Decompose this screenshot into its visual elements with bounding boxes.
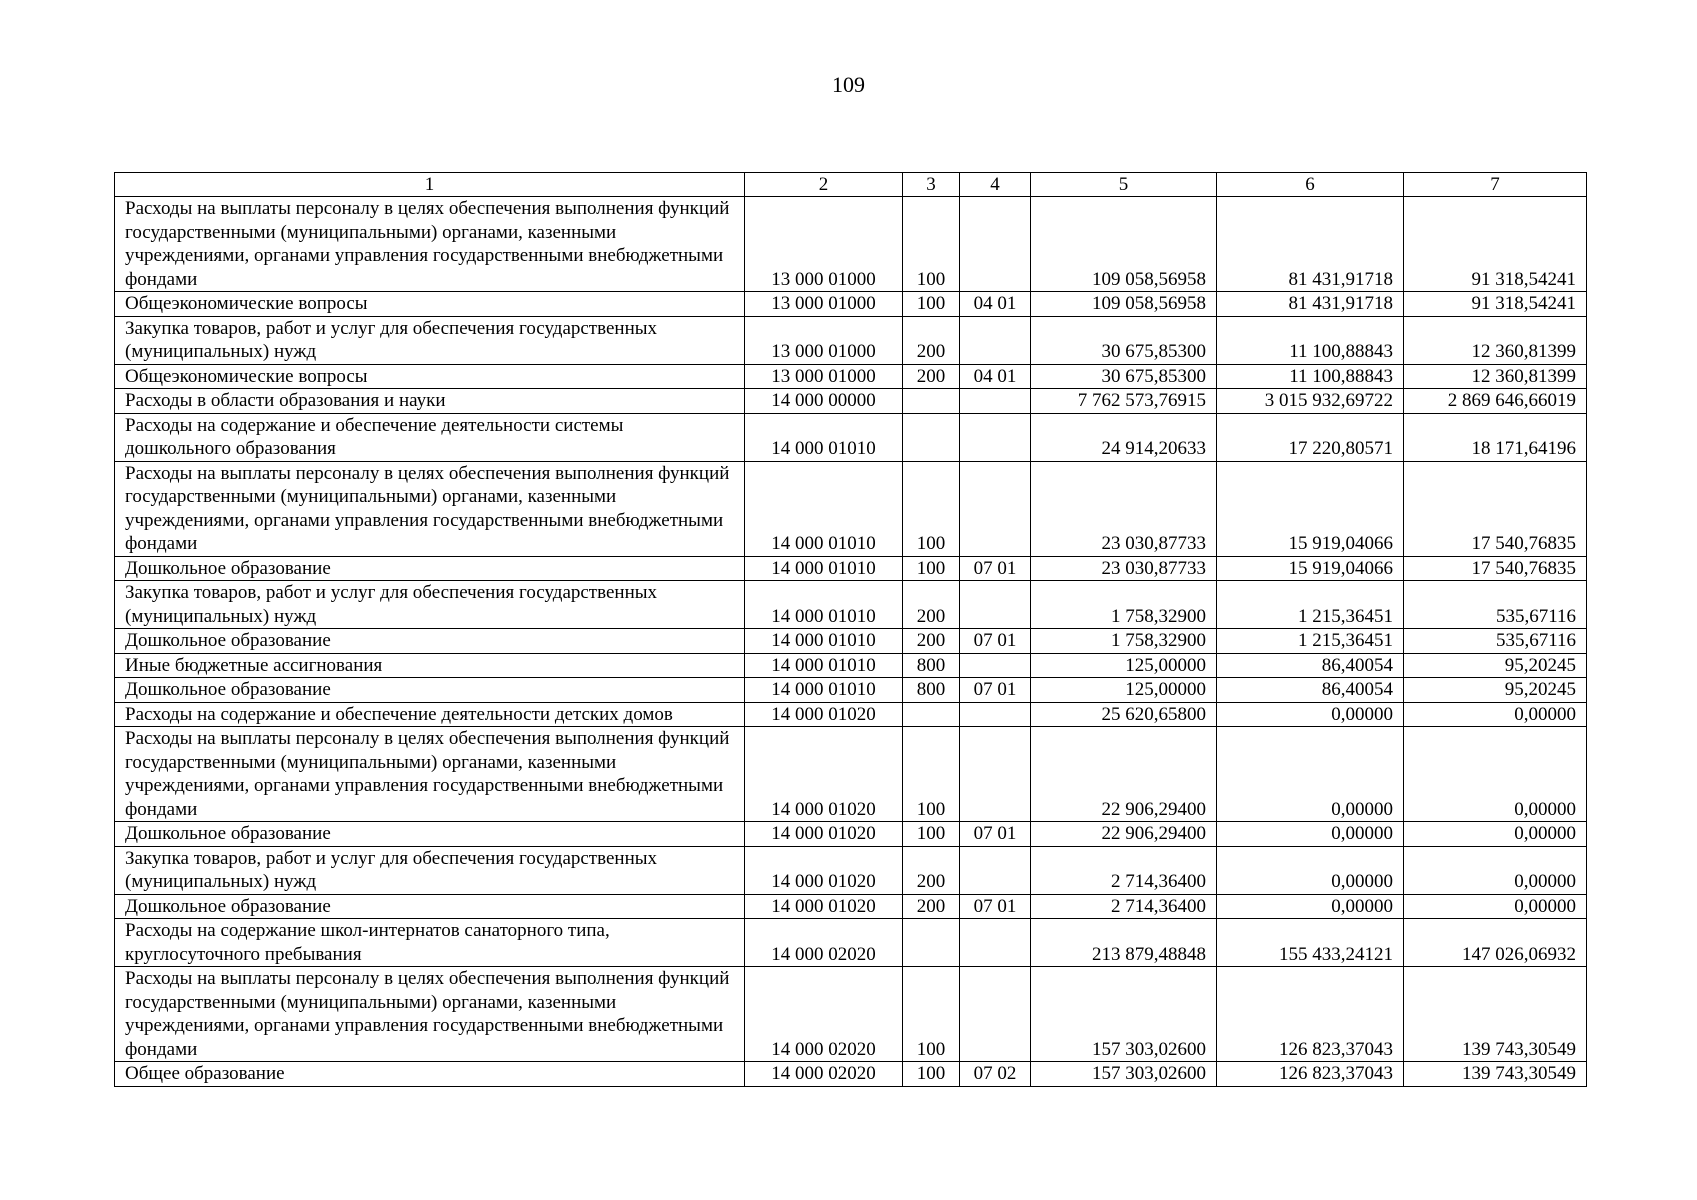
row-description: Дошкольное образование: [115, 822, 745, 847]
table-row: [115, 702, 1587, 727]
row-target-article-code: 14 000 02020: [745, 919, 903, 967]
row-expense-type-code: 100: [903, 727, 960, 822]
row-section-code: [960, 727, 1031, 822]
table-row: [115, 727, 1587, 822]
row-section-code: [960, 461, 1031, 556]
row-amount-col6: 15 919,04066: [1217, 556, 1404, 581]
row-target-article-code: 13 000 01000: [745, 316, 903, 364]
row-amount-col5: 157 303,02600: [1031, 1062, 1217, 1087]
row-amount-col5: 24 914,20633: [1031, 413, 1217, 461]
row-expense-type-code: 100: [903, 197, 960, 292]
table-row: [115, 461, 1587, 556]
row-amount-col5: 30 675,85300: [1031, 364, 1217, 389]
row-expense-type-code: 200: [903, 364, 960, 389]
row-amount-col7: 17 540,76835: [1404, 461, 1587, 556]
row-target-article-code: 14 000 01010: [745, 653, 903, 678]
row-amount-col7: 12 360,81399: [1404, 364, 1587, 389]
row-target-article-code: 14 000 01010: [745, 678, 903, 703]
row-section-code: [960, 702, 1031, 727]
row-description: Дошкольное образование: [115, 556, 745, 581]
row-amount-col5: 23 030,87733: [1031, 556, 1217, 581]
row-description: Расходы на содержание и обеспечение деятельности детских домов: [115, 702, 745, 727]
row-amount-col6: 86,40054: [1217, 653, 1404, 678]
row-expense-type-code: 200: [903, 629, 960, 654]
page-number: 109: [832, 72, 865, 97]
row-expense-type-code: 200: [903, 894, 960, 919]
row-section-code: [960, 919, 1031, 967]
table-row: [115, 556, 1587, 581]
row-amount-col7: 139 743,30549: [1404, 1062, 1587, 1087]
row-description: Общеэкономические вопросы: [115, 292, 745, 317]
row-amount-col6: 15 919,04066: [1217, 461, 1404, 556]
row-section-code: 07 01: [960, 678, 1031, 703]
row-amount-col5: 109 058,56958: [1031, 292, 1217, 317]
table-row: [115, 413, 1587, 461]
row-description: Дошкольное образование: [115, 894, 745, 919]
row-section-code: 07 01: [960, 629, 1031, 654]
row-expense-type-code: 100: [903, 556, 960, 581]
row-amount-col6: 0,00000: [1217, 822, 1404, 847]
header-row: [115, 173, 1587, 197]
row-amount-col7: 535,67116: [1404, 629, 1587, 654]
row-amount-col7: 0,00000: [1404, 894, 1587, 919]
row-description: Закупка товаров, работ и услуг для обеспечения государственных (муниципальных) нужд: [115, 316, 745, 364]
row-target-article-code: 14 000 01010: [745, 581, 903, 629]
row-amount-col7: 0,00000: [1404, 727, 1587, 822]
row-amount-col6: 11 100,88843: [1217, 364, 1404, 389]
row-description: Дошкольное образование: [115, 629, 745, 654]
row-amount-col6: 11 100,88843: [1217, 316, 1404, 364]
row-amount-col5: 2 714,36400: [1031, 894, 1217, 919]
row-expense-type-code: [903, 702, 960, 727]
row-amount-col7: 95,20245: [1404, 678, 1587, 703]
row-section-code: [960, 197, 1031, 292]
row-section-code: [960, 967, 1031, 1062]
row-section-code: 07 02: [960, 1062, 1031, 1087]
row-section-code: [960, 413, 1031, 461]
row-target-article-code: 14 000 01010: [745, 629, 903, 654]
row-amount-col6: 81 431,91718: [1217, 197, 1404, 292]
row-target-article-code: 14 000 01020: [745, 894, 903, 919]
row-amount-col7: 91 318,54241: [1404, 292, 1587, 317]
row-amount-col6: 0,00000: [1217, 846, 1404, 894]
column-header-5: 5: [1031, 173, 1217, 197]
row-amount-col7: 2 869 646,66019: [1404, 389, 1587, 414]
row-amount-col5: 213 879,48848: [1031, 919, 1217, 967]
row-amount-col6: 1 215,36451: [1217, 629, 1404, 654]
row-section-code: [960, 581, 1031, 629]
row-target-article-code: 13 000 01000: [745, 364, 903, 389]
row-expense-type-code: 200: [903, 316, 960, 364]
row-description: Расходы на содержание школ-интернатов санаторного типа, круглосуточного пребывания: [115, 919, 745, 967]
row-target-article-code: 13 000 01000: [745, 197, 903, 292]
row-amount-col5: 25 620,65800: [1031, 702, 1217, 727]
row-section-code: 07 01: [960, 894, 1031, 919]
row-amount-col6: 81 431,91718: [1217, 292, 1404, 317]
table-row: [115, 316, 1587, 364]
row-expense-type-code: [903, 389, 960, 414]
row-expense-type-code: 200: [903, 581, 960, 629]
row-amount-col7: 0,00000: [1404, 822, 1587, 847]
table-row: [115, 967, 1587, 1062]
row-expense-type-code: [903, 413, 960, 461]
row-description: Общее образование: [115, 1062, 745, 1087]
table-row: [115, 822, 1587, 847]
table-body: [115, 173, 1587, 1087]
row-amount-col6: 0,00000: [1217, 894, 1404, 919]
row-amount-col5: 109 058,56958: [1031, 197, 1217, 292]
row-description: Иные бюджетные ассигнования: [115, 653, 745, 678]
column-header-3: 3: [903, 173, 960, 197]
row-description: Расходы на выплаты персоналу в целях обеспечения выполнения функций государственными (муниципальными) органами, казенными учреждениями, органами управления государственными внебюджетными фондами: [115, 727, 745, 822]
row-expense-type-code: 100: [903, 292, 960, 317]
row-target-article-code: 14 000 02020: [745, 967, 903, 1062]
row-description: Закупка товаров, работ и услуг для обеспечения государственных (муниципальных) нужд: [115, 846, 745, 894]
row-description: Закупка товаров, работ и услуг для обеспечения государственных (муниципальных) нужд: [115, 581, 745, 629]
row-amount-col5: 125,00000: [1031, 653, 1217, 678]
row-expense-type-code: [903, 919, 960, 967]
row-amount-col5: 22 906,29400: [1031, 727, 1217, 822]
row-amount-col6: 0,00000: [1217, 702, 1404, 727]
row-expense-type-code: 100: [903, 967, 960, 1062]
row-amount-col6: 0,00000: [1217, 727, 1404, 822]
column-header-4: 4: [960, 173, 1031, 197]
row-amount-col7: 12 360,81399: [1404, 316, 1587, 364]
row-section-code: [960, 389, 1031, 414]
row-amount-col5: 30 675,85300: [1031, 316, 1217, 364]
row-expense-type-code: 100: [903, 461, 960, 556]
row-section-code: [960, 846, 1031, 894]
row-amount-col7: 91 318,54241: [1404, 197, 1587, 292]
row-amount-col7: 17 540,76835: [1404, 556, 1587, 581]
row-target-article-code: 14 000 00000: [745, 389, 903, 414]
row-expense-type-code: 200: [903, 846, 960, 894]
row-expense-type-code: 100: [903, 1062, 960, 1087]
row-amount-col5: 157 303,02600: [1031, 967, 1217, 1062]
row-target-article-code: 13 000 01000: [745, 292, 903, 317]
row-amount-col6: 126 823,37043: [1217, 1062, 1404, 1087]
row-amount-col6: 17 220,80571: [1217, 413, 1404, 461]
column-header-6: 6: [1217, 173, 1404, 197]
row-section-code: [960, 653, 1031, 678]
row-section-code: 07 01: [960, 822, 1031, 847]
row-section-code: 07 01: [960, 556, 1031, 581]
budget-table: [114, 172, 1587, 1087]
table-row: [115, 653, 1587, 678]
row-target-article-code: 14 000 01020: [745, 822, 903, 847]
row-amount-col7: 535,67116: [1404, 581, 1587, 629]
row-amount-col5: 22 906,29400: [1031, 822, 1217, 847]
row-description: Расходы на выплаты персоналу в целях обеспечения выполнения функций государственными (муниципальными) органами, казенными учреждениями, органами управления государственными внебюджетными фондами: [115, 461, 745, 556]
row-target-article-code: 14 000 01020: [745, 846, 903, 894]
row-amount-col6: 1 215,36451: [1217, 581, 1404, 629]
row-target-article-code: 14 000 01010: [745, 413, 903, 461]
row-target-article-code: 14 000 01020: [745, 727, 903, 822]
table-row: [115, 197, 1587, 292]
row-amount-col7: 95,20245: [1404, 653, 1587, 678]
table-row: [115, 678, 1587, 703]
row-amount-col7: 147 026,06932: [1404, 919, 1587, 967]
row-description: Расходы в области образования и науки: [115, 389, 745, 414]
row-amount-col5: 1 758,32900: [1031, 629, 1217, 654]
row-target-article-code: 14 000 01010: [745, 461, 903, 556]
row-amount-col5: 7 762 573,76915: [1031, 389, 1217, 414]
row-description: Расходы на выплаты персоналу в целях обеспечения выполнения функций государственными (муниципальными) органами, казенными учреждениями, органами управления государственными внебюджетными фондами: [115, 197, 745, 292]
row-description: Расходы на содержание и обеспечение деятельности системы дошкольного образования: [115, 413, 745, 461]
table-row: [115, 846, 1587, 894]
row-target-article-code: 14 000 01010: [745, 556, 903, 581]
row-expense-type-code: 100: [903, 822, 960, 847]
row-amount-col6: 3 015 932,69722: [1217, 389, 1404, 414]
row-amount-col7: 139 743,30549: [1404, 967, 1587, 1062]
row-amount-col6: 86,40054: [1217, 678, 1404, 703]
row-amount-col6: 126 823,37043: [1217, 967, 1404, 1062]
table-row: [115, 292, 1587, 317]
column-header-1: 1: [115, 173, 745, 197]
table-row: [115, 1062, 1587, 1087]
row-amount-col7: 0,00000: [1404, 702, 1587, 727]
row-amount-col6: 155 433,24121: [1217, 919, 1404, 967]
table-row: [115, 629, 1587, 654]
row-amount-col5: 125,00000: [1031, 678, 1217, 703]
column-header-2: 2: [745, 173, 903, 197]
row-amount-col5: 23 030,87733: [1031, 461, 1217, 556]
row-amount-col7: 0,00000: [1404, 846, 1587, 894]
table-row: [115, 894, 1587, 919]
row-expense-type-code: 800: [903, 678, 960, 703]
row-amount-col5: 1 758,32900: [1031, 581, 1217, 629]
row-amount-col5: 2 714,36400: [1031, 846, 1217, 894]
row-section-code: [960, 316, 1031, 364]
row-target-article-code: 14 000 01020: [745, 702, 903, 727]
row-section-code: 04 01: [960, 292, 1031, 317]
table-row: [115, 364, 1587, 389]
column-header-7: 7: [1404, 173, 1587, 197]
table-row: [115, 581, 1587, 629]
row-target-article-code: 14 000 02020: [745, 1062, 903, 1087]
row-section-code: 04 01: [960, 364, 1031, 389]
row-description: Общеэкономические вопросы: [115, 364, 745, 389]
row-expense-type-code: 800: [903, 653, 960, 678]
table-row: [115, 919, 1587, 967]
row-description: Дошкольное образование: [115, 678, 745, 703]
table-row: [115, 389, 1587, 414]
row-description: Расходы на выплаты персоналу в целях обеспечения выполнения функций государственными (муниципальными) органами, казенными учреждениями, органами управления государственными внебюджетными фондами: [115, 967, 745, 1062]
row-amount-col7: 18 171,64196: [1404, 413, 1587, 461]
